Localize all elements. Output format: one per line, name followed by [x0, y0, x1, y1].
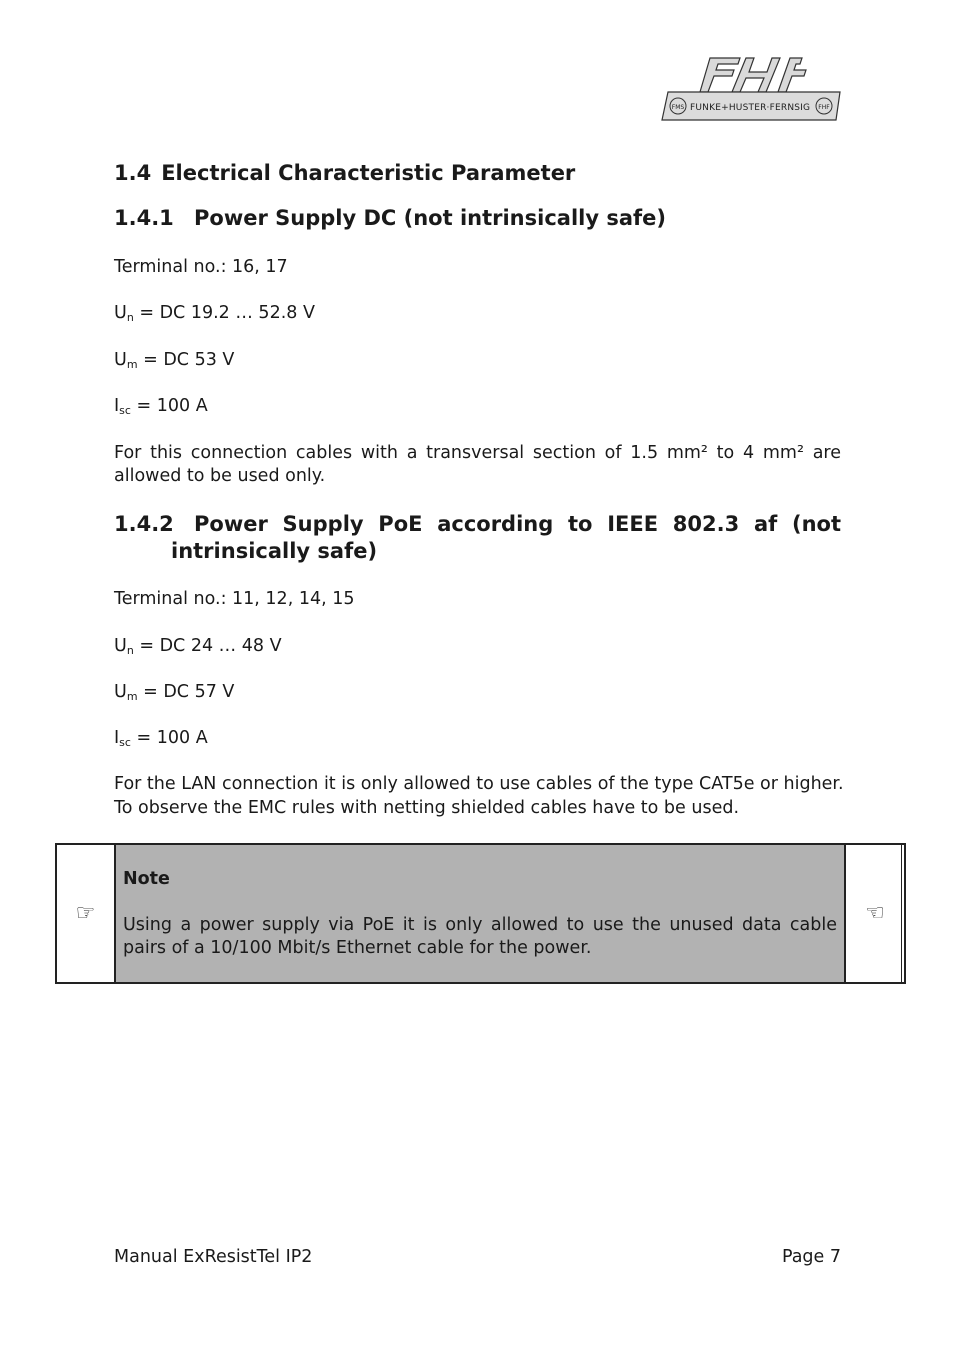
poe-lan-line-1: For the LAN connection it is only allowed to use cables of the type CAT5e or higher. — [114, 774, 844, 794]
note-box — [55, 843, 906, 984]
section-1-4-1-title: Power Supply DC (not intrinsically safe) — [194, 206, 666, 230]
pointing-right-hand-icon: ☞ — [75, 901, 96, 926]
section-1-4-2-heading — [114, 511, 841, 538]
logo-right-emblem: FHF — [818, 104, 830, 111]
section-1-4-2-title-line1: Power Supply PoE according to IEEE 802.3 af (not — [194, 512, 841, 536]
note-text: Using a power supply via PoE it is only allowed to use the unused data cable pairs of a 10/100 Mbit/s Ethernet cable for the power. — [123, 915, 837, 958]
page-footer — [114, 1247, 841, 1267]
poe-terminal-line: Terminal no.: 11, 12, 14, 15 — [114, 589, 355, 609]
note-title: Note — [123, 869, 170, 889]
poe-lan-line-2: To observe the EMC rules with netting shielded cables have to be used. — [114, 798, 740, 818]
footer-manual-name: Manual ExResistTel IP2 — [114, 1247, 313, 1267]
note-body — [114, 845, 845, 982]
dc-terminal-line: Terminal no.: 16, 17 — [114, 257, 288, 277]
section-1-4-2-title-line2: intrinsically safe) — [171, 539, 378, 563]
section-1-4-title: Electrical Characteristic Parameter — [161, 161, 576, 185]
dc-isc-line: $I_{sc} = 100$ A — [114, 396, 208, 417]
logo-company-name: FUNKE+HUSTER·FERNSIG — [690, 103, 810, 113]
footer-page-number: Page 7 — [781, 1247, 841, 1267]
poe-un-line: $U_n$ = DC 24 … 48 V — [114, 636, 282, 657]
dc-un-line: $U_n$ = DC 19.2 … 52.8 V — [114, 303, 315, 324]
section-1-4-1-number: 1.4.1 — [114, 206, 174, 230]
company-logo — [660, 56, 842, 122]
pointing-left-hand-icon: ☜ — [845, 845, 904, 982]
poe-um-line: $U_m$ = DC 57 V — [114, 682, 235, 703]
logo-left-emblem: FMS — [671, 104, 685, 111]
section-1-4-2-number: 1.4.2 — [114, 512, 174, 536]
section-1-4-heading — [114, 160, 575, 186]
dc-um-line: $U_m$ = DC 53 V — [114, 350, 235, 371]
dc-cable-note: For this connection cables with a transversal section of 1.5 mm² to 4 mm² are allowed to be used only. — [114, 443, 841, 486]
section-1-4-1-heading — [114, 205, 841, 232]
poe-isc-line: $I_{sc} = 100$ A — [114, 728, 208, 749]
section-1-4-number: 1.4 — [114, 161, 152, 185]
